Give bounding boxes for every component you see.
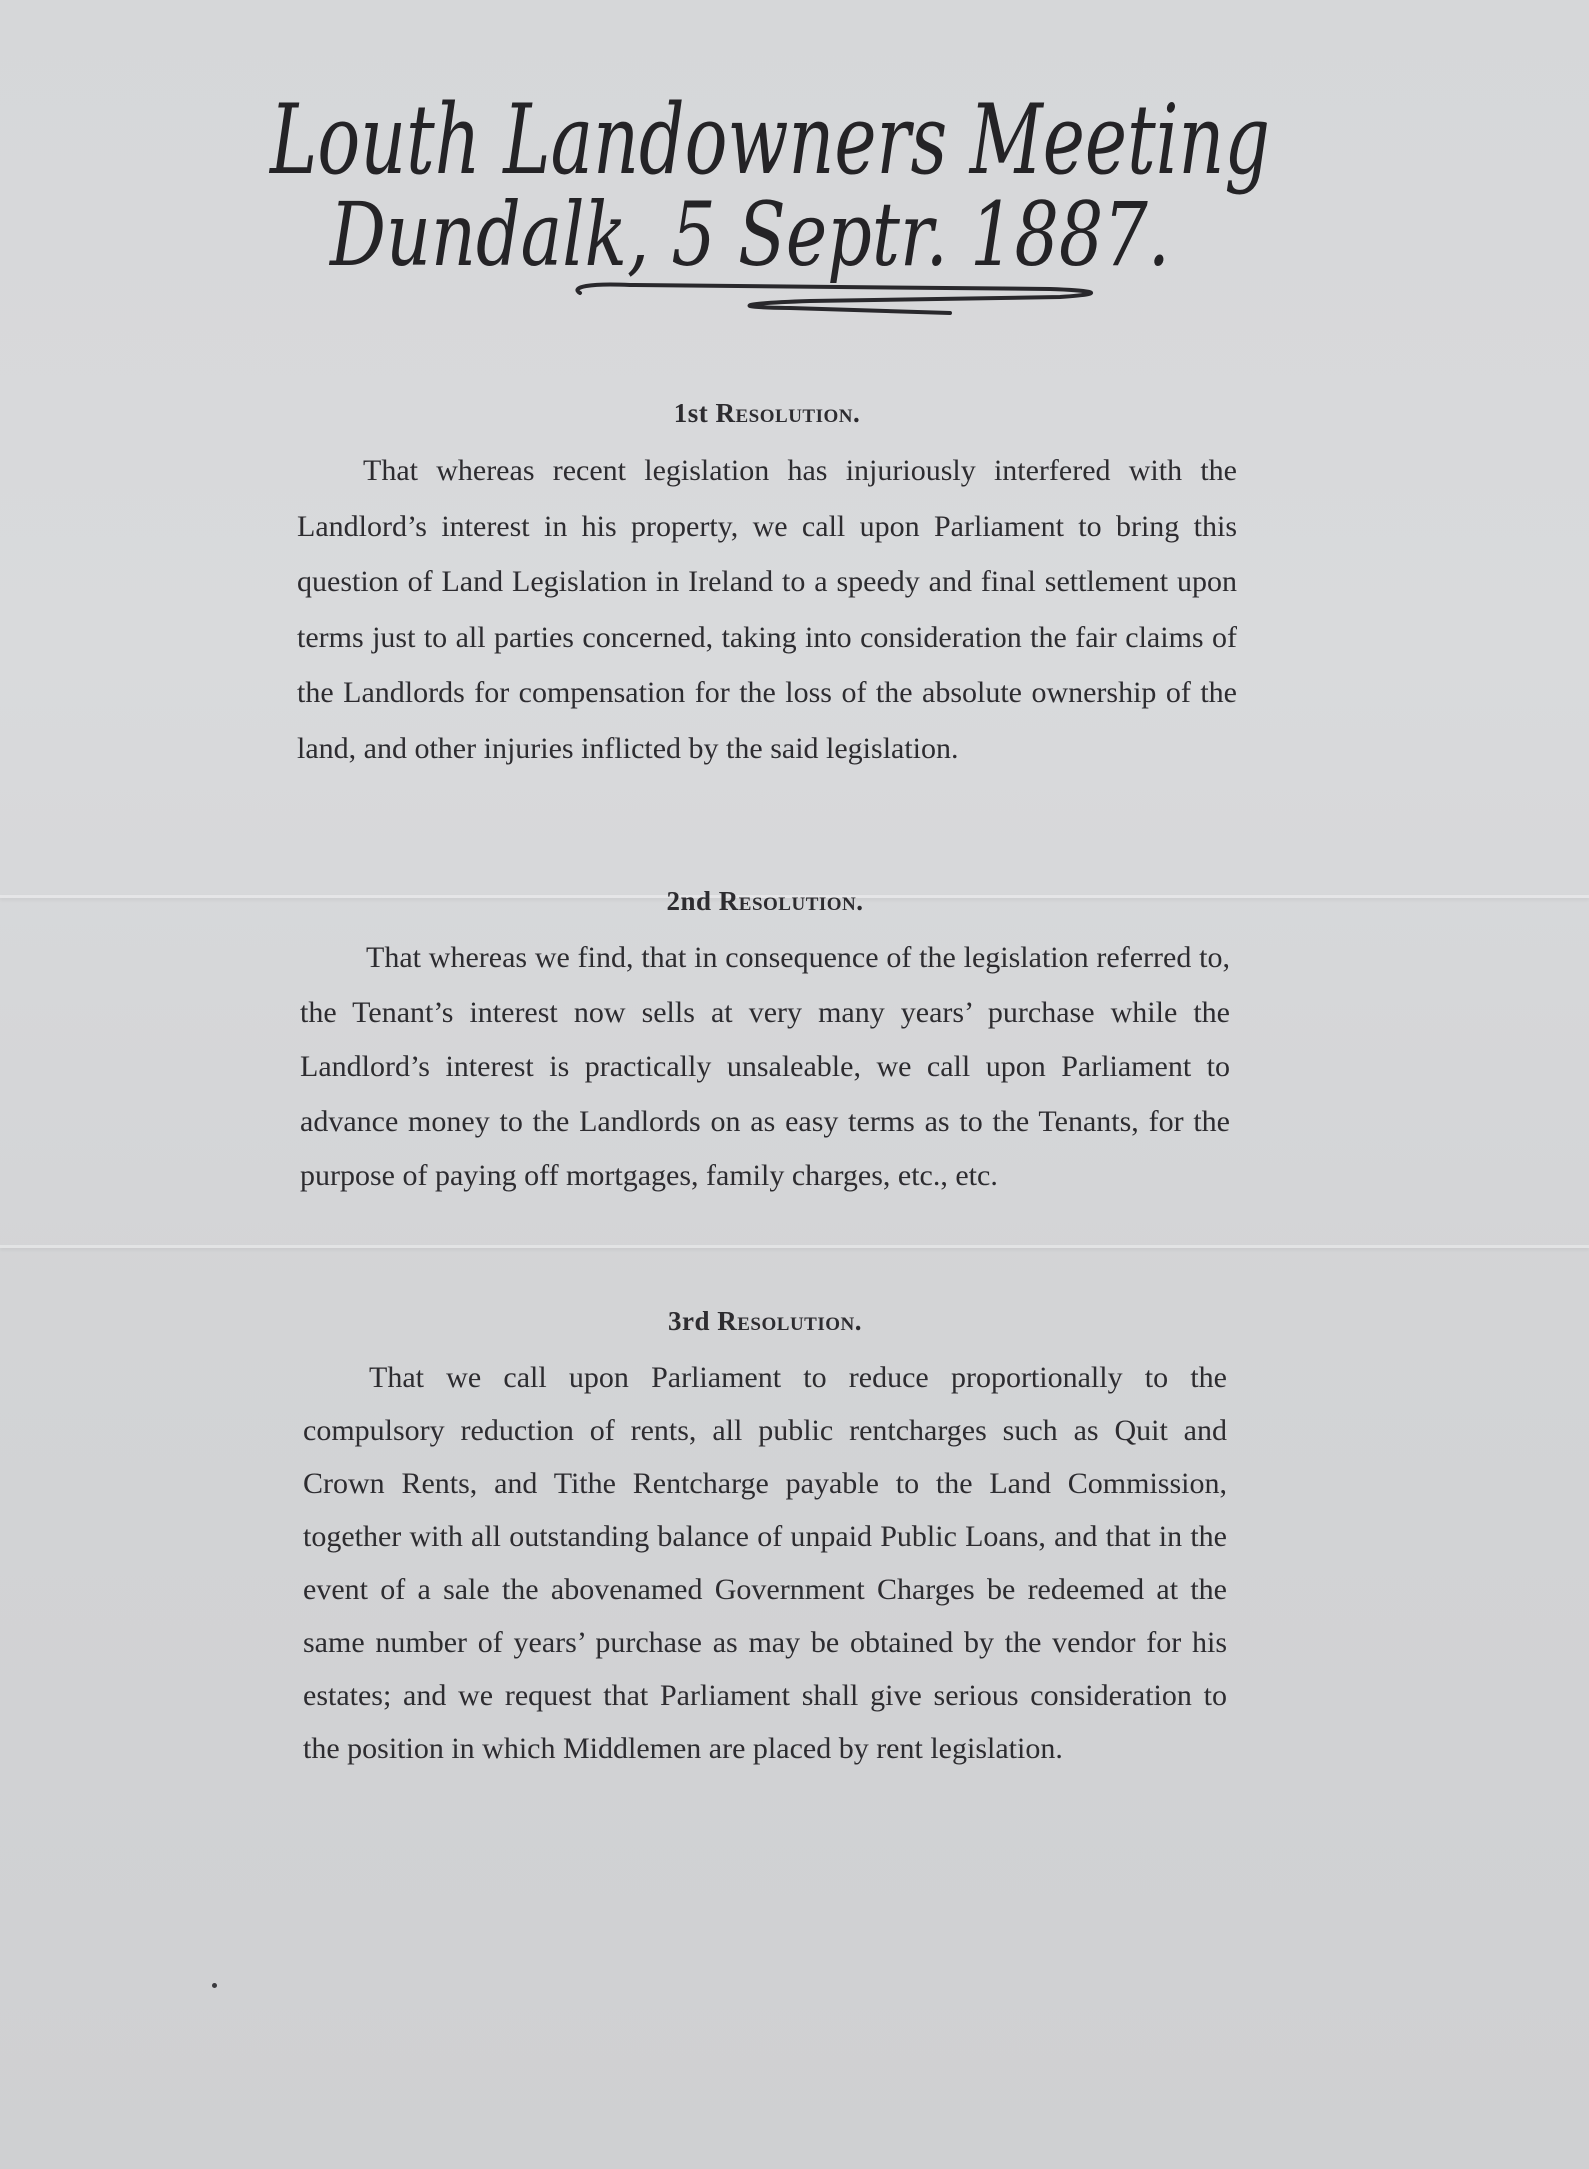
resolution-heading xyxy=(297,395,1237,431)
resolution-text: That whereas recent legislation has injuriously interfered with the Landlord’s interest in his property, we call upon Parliament to bring this question of Land Legislation in Ireland to a speedy and final settlement upon terms just to all parties concerned, taking into consideration the fair claims of the Landlords for compensation for the loss of the absolute ownership of the land, and other injuries inflicted by the said legislation. xyxy=(297,454,1237,765)
resolution-word: Resolution. xyxy=(715,398,861,428)
resolution-text: That whereas we find, that in consequence of the legislation referred to, the Tenant’s interest now sells at very many years’ purchase while the Landlord’s interest is practically unsaleable, we call upon Parliament to advance money to the Landlords on as easy terms as to the Tenants, for the purpose of paying off mortgages, family charges, etc., etc. xyxy=(300,941,1230,1192)
handwritten-title-line1: Louth Landowners Meeting xyxy=(268,84,1270,196)
ink-speck xyxy=(212,1983,217,1988)
resolution-3 xyxy=(303,1303,1227,1775)
resolution-ordinal: 1st xyxy=(673,398,709,428)
resolution-word: Resolution. xyxy=(717,1306,862,1336)
resolution-2 xyxy=(300,883,1230,1204)
resolution-heading xyxy=(300,883,1230,919)
handwritten-title-line2: Dundalk, 5 Septr. 1887. xyxy=(328,183,1170,286)
resolution-word: Resolution. xyxy=(718,886,864,916)
handwritten-annotation xyxy=(250,25,1290,335)
flourish-underline xyxy=(577,284,1091,313)
resolution-text: That we call upon Parliament to reduce proportionally to the compulsory reduction of rents, all public rentcharges such as Quit and Crown Rents, and Tithe Rentcharge payable to the Land Commission, together with all outstanding balance of unpaid Public Loans, and that in the event of a sale the abovenamed Government Charges be redeemed at the same number of years’ purchase as may be obtained by the vendor for his estates; and we request that Parliament shall give serious consideration to the position in which Middlemen are placed by rent legislation. xyxy=(303,1361,1227,1765)
resolution-ordinal: 2nd xyxy=(666,886,712,916)
resolution-heading xyxy=(303,1303,1227,1339)
resolution-1 xyxy=(297,395,1237,776)
paper-fold-crease xyxy=(0,1245,1589,1248)
resolution-ordinal: 3rd xyxy=(668,1306,710,1336)
handwriting-drawing xyxy=(250,25,1290,335)
